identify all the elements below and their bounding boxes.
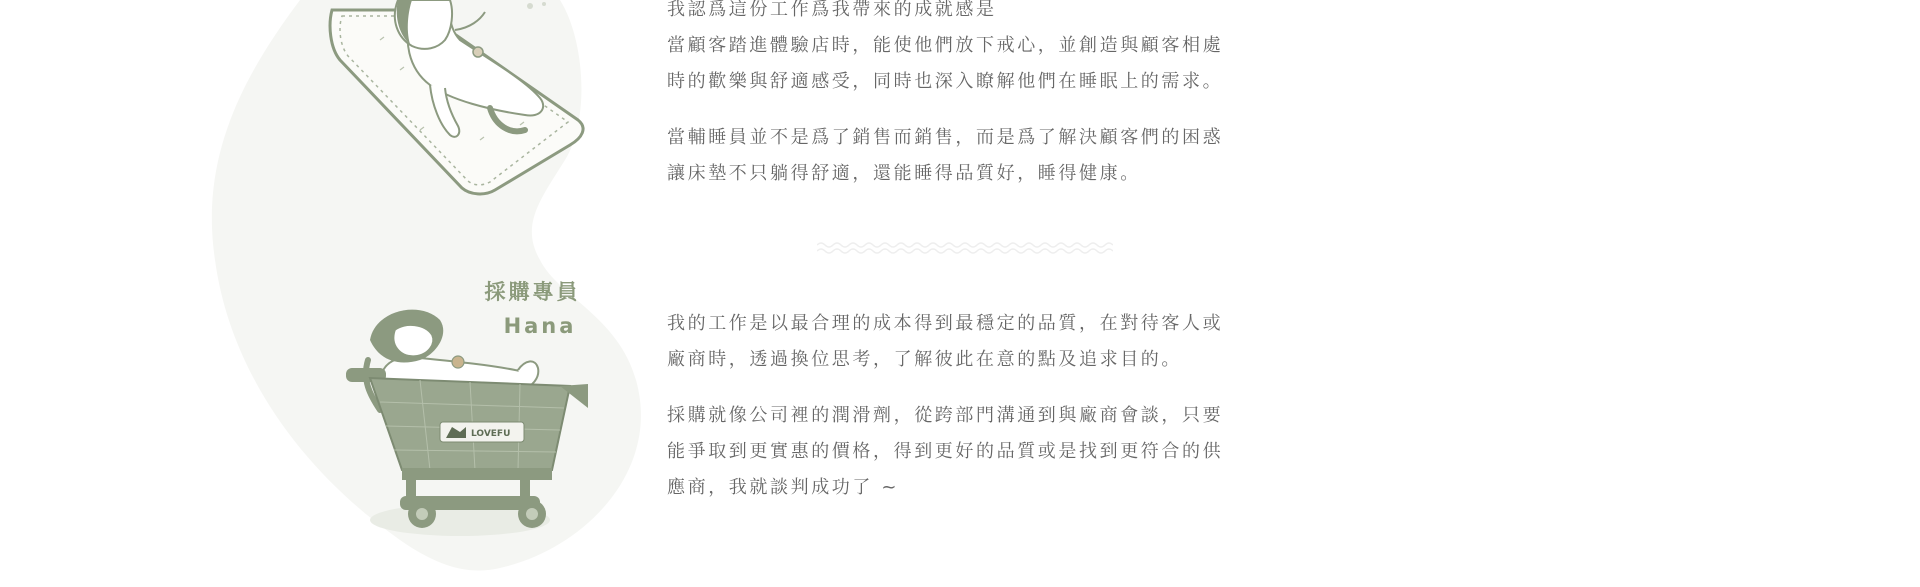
paragraph-block-1 xyxy=(667,0,1287,212)
text-line: 廠商時，透過換位思考，了解彼此在意的點及追求目的。 xyxy=(667,349,1182,370)
text-line: 應商，我就談判成功了 ~ xyxy=(667,477,900,498)
paragraph xyxy=(667,0,1287,100)
text-line: 當輔睡員並不是爲了銷售而銷售，而是爲了解決顧客們的困惑 xyxy=(667,127,1224,148)
text-line: 我的工作是以最合理的成本得到最穩定的品質，在對待客人或 xyxy=(667,313,1224,334)
paragraph-block-2 xyxy=(667,306,1287,526)
text-line: 我認爲這份工作爲我帶來的成就感是 xyxy=(667,0,997,20)
wave-divider-icon xyxy=(817,240,1113,260)
role-name: Hana xyxy=(503,314,577,338)
cat-in-cart-illustration xyxy=(340,300,600,545)
text-line: 讓床墊不只躺得舒適，還能睡得品質好，睡得健康。 xyxy=(667,163,1141,184)
text-line: 時的歡樂與舒適感受，同時也深入瞭解他們在睡眠上的需求。 xyxy=(667,71,1224,92)
role-title: 採購專員 xyxy=(484,280,581,304)
cat-on-mattress-illustration xyxy=(320,0,600,200)
text-line: 當顧客踏進體驗店時，能使他們放下戒心，並創造與顧客相處 xyxy=(667,35,1224,56)
text-line: 採購就像公司裡的潤滑劑，從跨部門溝通到與廠商會談，只要 xyxy=(667,405,1224,426)
paragraph xyxy=(667,120,1287,192)
paragraph xyxy=(667,306,1287,378)
paragraph xyxy=(667,398,1287,506)
text-line: 能爭取到更實惠的價格，得到更好的品質或是找到更符合的供 xyxy=(667,441,1224,462)
cart-logo-text: LOVEFU xyxy=(471,429,511,439)
